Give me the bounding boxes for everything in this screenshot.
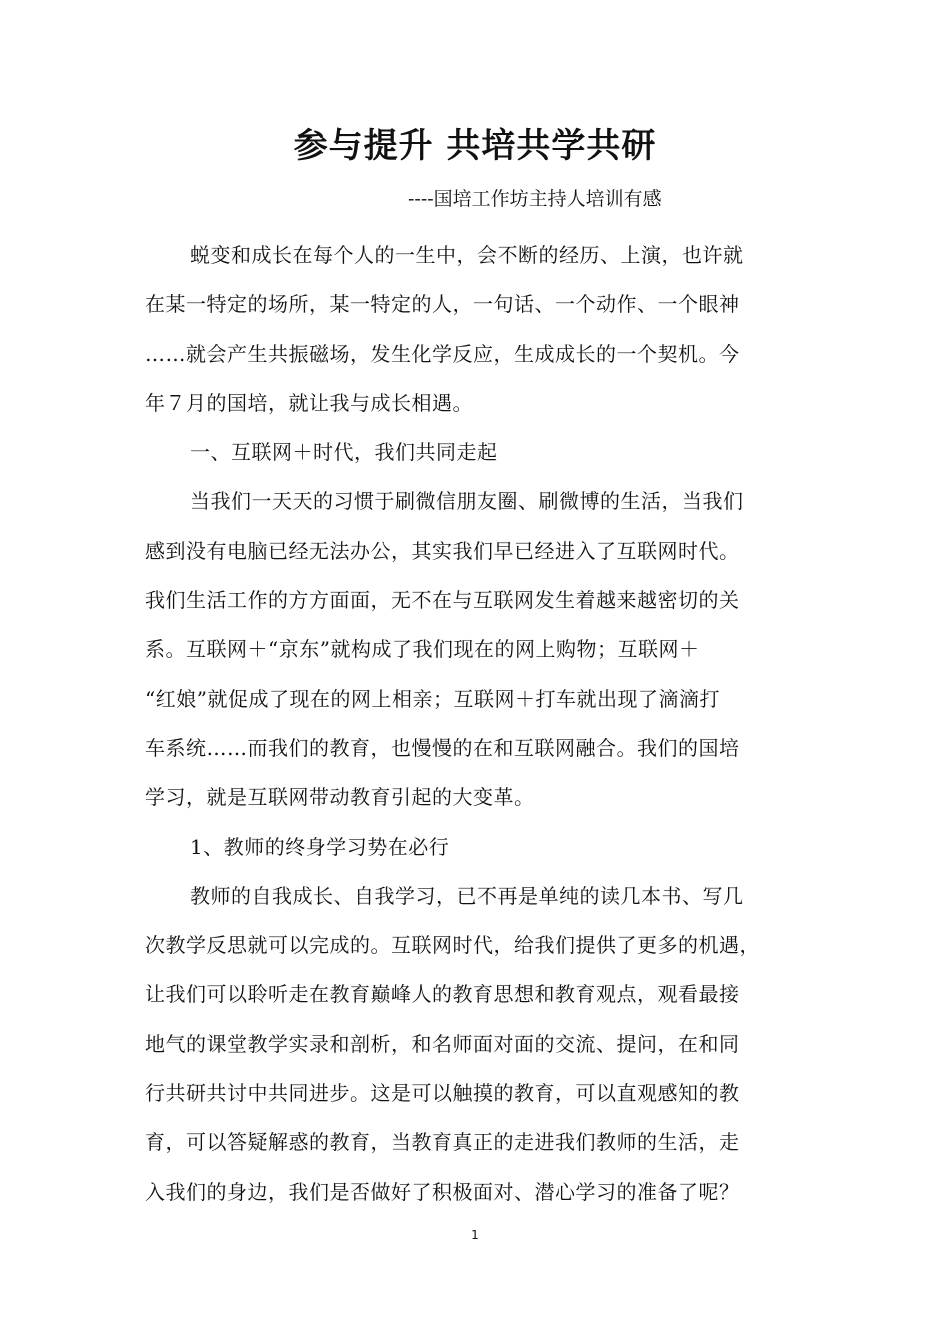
page-number: 1	[471, 1228, 479, 1242]
paragraph-line: 系。互联网＋“京东”就构成了我们现在的网上购物；互联网＋	[145, 637, 700, 662]
document-title: 参与提升 共培共学共研	[293, 126, 657, 166]
paragraph-line: 年７月的国培，就让我与成长相遇。	[145, 390, 473, 415]
paragraph-line: 教师的自我成长、自我学习，已不再是单纯的读几本书、写几	[190, 883, 744, 908]
paragraph-line: 次教学反思就可以完成的。互联网时代，给我们提供了更多的机遇，	[145, 933, 760, 958]
paragraph-line: 入我们的身边，我们是否做好了积极面对、潜心学习的准备了呢？	[145, 1179, 740, 1204]
subsection-heading: 1、教师的终身学习势在必行	[190, 834, 450, 859]
paragraph-line: 蜕变和成长在每个人的一生中，会不断的经历、上演，也许就	[190, 243, 744, 267]
document-subtitle: ----国培工作坊主持人培训有感	[408, 188, 662, 210]
paragraph-line: 在某一特定的场所，某一特定的人，一句话、一个动作、一个眼神	[145, 292, 740, 317]
paragraph-line: 让我们可以聆听走在教育巅峰人的教育思想和教育观点，观看最接	[145, 982, 740, 1007]
paragraph-line: 学习，就是互联网带动教育引起的大变革。	[145, 785, 535, 810]
section-heading: 一、互联网＋时代，我们共同走起	[190, 440, 498, 465]
paragraph-line: 我们生活工作的方方面面，无不在与互联网发生着越来越密切的关	[145, 588, 740, 613]
paragraph-line: ……就会产生共振磁场，发生化学反应，生成成长的一个契机。今	[145, 341, 740, 366]
paragraph-line: 地气的课堂教学实录和剖析，和名师面对面的交流、提问，在和同	[145, 1031, 740, 1056]
paragraph-line: 感到没有电脑已经无法办公，其实我们早已经进入了互联网时代。	[145, 538, 740, 563]
paragraph-line: 车系统……而我们的教育，也慢慢的在和互联网融合。我们的国培	[145, 735, 740, 760]
paragraph-line: 行共研共讨中共同进步。这是可以触摸的教育，可以直观感知的教	[145, 1081, 740, 1106]
paragraph-line: 当我们一天天的习惯于刷微信朋友圈、刷微博的生活，当我们	[190, 489, 744, 514]
paragraph-line: 育，可以答疑解惑的教育，当教育真正的走进我们教师的生活，走	[145, 1130, 740, 1155]
paragraph-line: “红娘”就促成了现在的网上相亲；互联网＋打车就出现了滴滴打	[145, 686, 720, 711]
document-body	[145, 231, 810, 1217]
